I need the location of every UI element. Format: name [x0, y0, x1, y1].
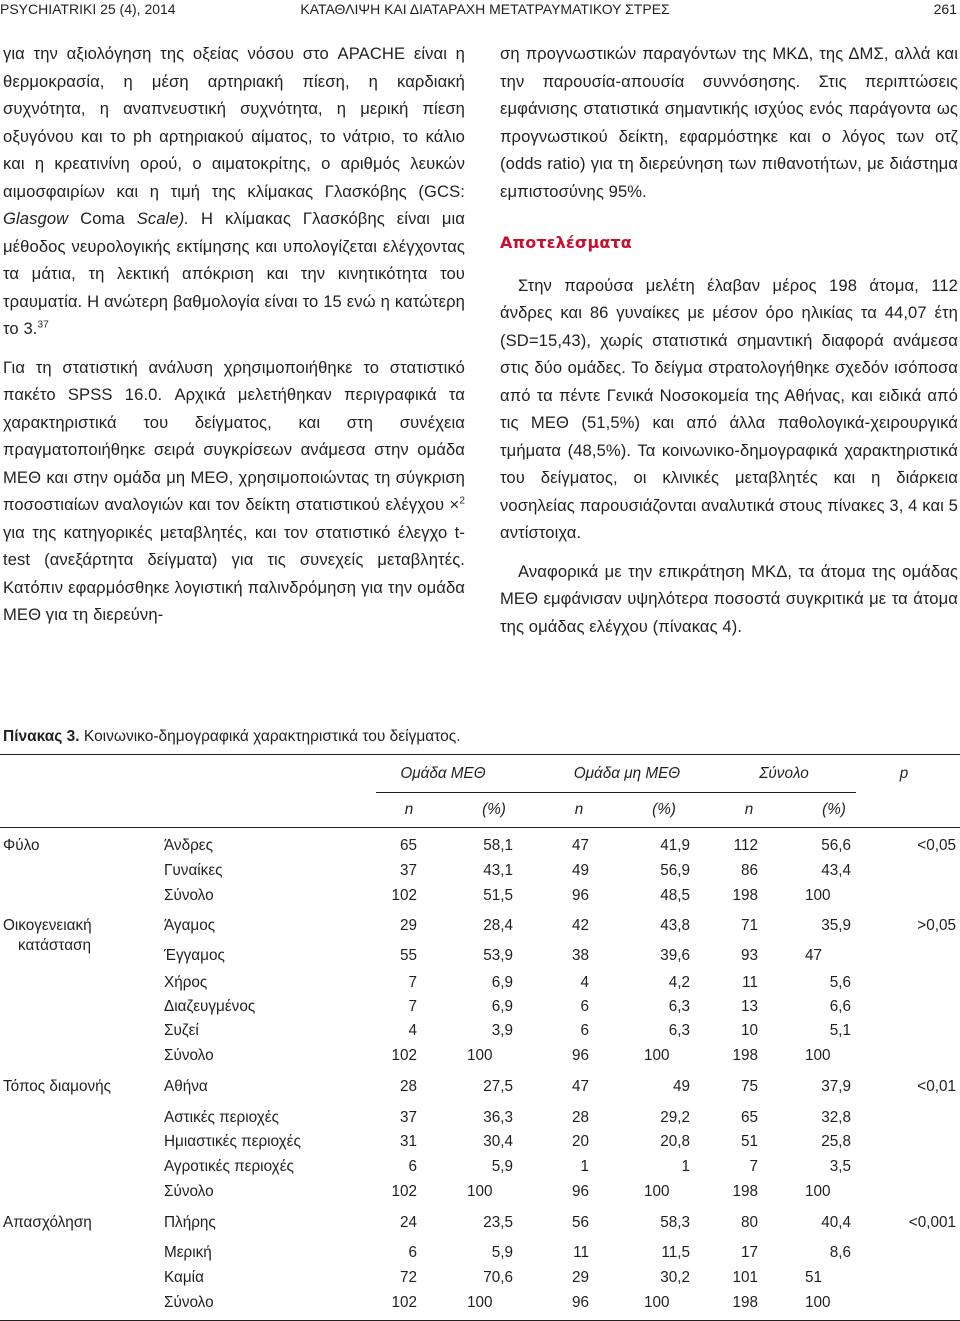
table-cell: 4,2 — [668, 974, 690, 991]
table-caption-text: Κοινωνικο-δημογραφικά χαρακτηριστικά του δείγματος. — [79, 728, 461, 745]
table-cell: 100 — [644, 1294, 670, 1311]
table-cell: 100 — [467, 1183, 493, 1200]
table-cell: 6 — [580, 998, 589, 1015]
table-cell: 198 — [732, 1183, 758, 1200]
methods-paragraph-3: ση προγνωστικών παραγόντων της ΜΚΔ, της ΔΜΣ, αλλά και την παρουσία-απουσία συννόσησης. Στις περιπτώσεις εμφάνισης στατιστικά σημαντικής ισχύος ενός παράγοντα ως προγνωστικού δείκτη, εφαρμόστηκε και ο λόγος των οτζ (odds ratio) για τη διερεύνηση των πιθανοτήτων, με διάστημα εμπιστοσύνης 95%. — [500, 44, 958, 201]
row-category: Σύνολο — [164, 1183, 214, 1200]
table-cell: 71 — [740, 917, 758, 934]
table-top-rule — [0, 754, 960, 755]
table-cell: 37 — [399, 862, 417, 879]
table-cell: 102 — [391, 1183, 417, 1200]
row-category: Χήρος — [164, 974, 208, 991]
row-category: Μερική — [164, 1244, 212, 1261]
table-cell: 6 — [580, 1022, 589, 1039]
citation-reference: 37 — [37, 319, 49, 331]
row-category: Διαζευγμένος — [164, 998, 256, 1015]
table-caption — [3, 728, 461, 746]
table-cell: 93 — [740, 947, 758, 964]
table-cell: 53,9 — [483, 947, 513, 964]
p-value: <0,05 — [917, 837, 956, 854]
table-cell: 7 — [408, 998, 417, 1015]
table-cell: 11,5 — [661, 1244, 690, 1261]
table-cell: 65 — [740, 1109, 758, 1126]
table-cell: 5,9 — [491, 1158, 513, 1175]
p-value: >0,05 — [917, 917, 956, 934]
table-cell: 96 — [571, 1183, 589, 1200]
table-cell: 37,9 — [821, 1078, 851, 1095]
table-cell: 48,5 — [660, 887, 690, 904]
group-header: Σύνολο — [759, 765, 809, 782]
table-cell: 47 — [805, 947, 823, 964]
row-category: Πλήρης — [164, 1214, 216, 1231]
table-cell: 28,4 — [483, 917, 513, 934]
row-category: Άγαμος — [164, 917, 216, 934]
row-category: Έγγαμος — [164, 947, 225, 964]
table-cell: 6,9 — [491, 974, 513, 991]
table-cell: 1 — [681, 1158, 690, 1175]
table-cell: 100 — [644, 1047, 670, 1064]
table-cell: 100 — [805, 1047, 831, 1064]
table-cell: 6 — [408, 1244, 417, 1261]
row-category: Γυναίκες — [164, 862, 223, 879]
row-category: Αγροτικές περιοχές — [164, 1158, 294, 1175]
table-cell: 43,8 — [660, 917, 690, 934]
table-cell: 72 — [399, 1269, 417, 1286]
table-cell: 5,1 — [829, 1022, 851, 1039]
table-cell: 36,3 — [483, 1109, 513, 1126]
table-cell: 8,6 — [829, 1244, 851, 1261]
table-cell: 7 — [408, 974, 417, 991]
table-cell: 29,2 — [660, 1109, 690, 1126]
table-cell: 56,6 — [821, 837, 851, 854]
table-cell: 56,9 — [660, 862, 690, 879]
row-variable: Οικογενειακή — [3, 917, 92, 934]
table-cell: 102 — [391, 887, 417, 904]
table-cell: 58,3 — [660, 1214, 690, 1231]
table-cell: 29 — [399, 917, 417, 934]
results-paragraph-2: Αναφορικά με την επικράτηση ΜΚΔ, τα άτομα της ομάδας ΜΕΘ εμφάνισαν υψηλότερα ποσοστά συγκριτικά με τα άτομα της ομάδας ελέγχου (πίνακας 4). — [500, 561, 958, 636]
right-text-column — [500, 40, 958, 640]
table-cell: 29 — [571, 1269, 589, 1286]
table-cell: 6,9 — [491, 998, 513, 1015]
table-cell: 4 — [580, 974, 589, 991]
sub-header: (%) — [652, 801, 676, 818]
table-cell: 17 — [740, 1244, 758, 1261]
group-header: p — [899, 765, 909, 782]
running-title: ΚΑΤΑΘΛΙΨΗ ΚΑΙ ΔΙΑΤΑΡΑΧΗ ΜΕΤΑΤΡΑΥΜΑΤΙΚΟΥ ΣΤΡΕΣ — [300, 1, 670, 17]
table-cell: 42 — [571, 917, 589, 934]
table-cell: 38 — [571, 947, 589, 964]
table-cell: 100 — [644, 1183, 670, 1200]
row-category: Σύνολο — [164, 887, 214, 904]
chi-symbol: × — [449, 495, 460, 514]
row-category: Συζεί — [164, 1022, 199, 1039]
table-cell: 75 — [740, 1078, 758, 1095]
table-cell: 28 — [571, 1109, 589, 1126]
table-cell: 100 — [805, 1183, 831, 1200]
row-variable: Απασχόληση — [3, 1214, 92, 1231]
table-cell: 47 — [571, 837, 589, 854]
sub-header: (%) — [482, 801, 506, 818]
table-cell: 41,9 — [660, 837, 690, 854]
table-cell: 6,3 — [668, 998, 690, 1015]
table-cell: 30,2 — [660, 1269, 690, 1286]
table-cell: 31 — [399, 1133, 417, 1150]
table-cell: 56 — [571, 1214, 589, 1231]
table-cell: 6,6 — [829, 998, 851, 1015]
table-cell: 102 — [391, 1294, 417, 1311]
row-category: Καμία — [164, 1269, 204, 1286]
sub-header: (%) — [822, 801, 846, 818]
table-cell: 65 — [399, 837, 417, 854]
table-cell: 100 — [805, 1294, 831, 1311]
table-cell: 96 — [571, 887, 589, 904]
table-group-rule — [376, 792, 856, 793]
table-cell: 11 — [573, 1244, 589, 1261]
table-cell: 49 — [672, 1078, 690, 1095]
table-cell: 96 — [571, 1294, 589, 1311]
table-cell: 7 — [749, 1158, 758, 1175]
group-header: Ομάδα μη ΜΕΘ — [573, 765, 681, 782]
table-cell: 3,5 — [829, 1158, 851, 1175]
table-cell: 6,3 — [668, 1022, 690, 1039]
p-value: <0,001 — [908, 1214, 956, 1231]
table-cell: 100 — [467, 1294, 493, 1311]
table-cell: 27,5 — [483, 1078, 513, 1095]
table-cell: 1 — [580, 1158, 589, 1175]
table-cell: 96 — [571, 1047, 589, 1064]
row-variable: Τόπος διαμονής — [3, 1078, 112, 1095]
table-cell: 198 — [732, 1047, 758, 1064]
table-cell: 20,8 — [660, 1133, 690, 1150]
methods-paragraph-1: για την αξιολόγηση της οξείας νόσου στο APACHE είναι η θερμοκρασία, η μέση αρτηριακή πίεση, η καρδιακή συχνότητα, η αναπνευστική συχνότητα, η μερική πίεση οξυγόνου και το ph αρτηριακού αίματος, το νάτριο, το κάλιο και η κρεατινίνη ορού, ο αιματοκρίτης, ο αριθμός λευκών αιμοσφαιρίων και η τιμή της κλίμακας Γλασκόβης (GCS: Glasgow Coma Scale). Η κλίμακας Γλασκόβης είναι μια μέθοδος νευρολογικής εκτίμησης και υπολογίζεται ελέγχοντας τα μάτια, τη λεκτική απόκριση και την κινητικότητα του τραυματία. Η ανώτερη βαθμολογία είναι το 15 ενώ η κατώτερη το 3.37 — [3, 44, 465, 338]
table-cell: 70,6 — [483, 1269, 513, 1286]
table-cell: 32,8 — [821, 1109, 851, 1126]
table-cell: 5,6 — [829, 974, 851, 991]
row-category: Αστικές περιοχές — [164, 1109, 279, 1126]
table-cell: 43,1 — [483, 862, 513, 879]
table-cell: 10 — [740, 1022, 758, 1039]
table-cell: 58,1 — [483, 837, 513, 854]
page-number: 261 — [933, 1, 957, 17]
methods-paragraph-2: Για τη στατιστική ανάλυση χρησιμοποιήθηκε το στατιστικό πακέτο SPSS 16.0. Αρχικά μελετήθηκαν περιγραφικά τα χαρακτηριστικά του δείγματος, και στη συνέχεια πραγματοποιήθηκε σειρά συγκρίσεων ανάμεσα στην ομάδα ΜΕΘ και στην ομάδα μη ΜΕΘ, χρησιμοποιώντας τη σύγκριση ποσοστιαίων αναλογιών και τον δείκτη στατιστικού ελέγχου ×$^2$ για της κατηγορικές μεταβλητές, και τον στατιστικό έλεγχο t-test (ανεξάρτητα δείγματα) για τις συνεχείς μεταβλητές. Κατόπιν εφαρμόσθηκε λογιστική παλινδρόμηση για την ομάδα ΜΕΘ για τη διερεύνη- — [3, 357, 465, 624]
row-category: Άνδρες — [164, 837, 213, 854]
table-cell: 20 — [571, 1133, 589, 1150]
row-variable: Φύλο — [3, 837, 40, 854]
row-category: Σύνολο — [164, 1294, 214, 1311]
table-cell: 112 — [733, 837, 758, 854]
table-cell: 11 — [742, 974, 758, 991]
sub-header: n — [404, 801, 414, 818]
table-cell: 6 — [408, 1158, 417, 1175]
sub-header: n — [574, 801, 584, 818]
table-cell: 40,4 — [821, 1214, 851, 1231]
table-cell: 24 — [399, 1214, 417, 1231]
table-cell: 100 — [467, 1047, 493, 1064]
table-cell: 80 — [740, 1214, 758, 1231]
table-cell: 25,8 — [821, 1133, 851, 1150]
row-variable: κατάσταση — [18, 937, 92, 954]
table-cell: 4 — [408, 1022, 417, 1039]
table-header-rule — [0, 827, 960, 828]
table-cell: 43,4 — [821, 862, 851, 879]
table-cell: 47 — [571, 1078, 589, 1095]
sub-header: n — [744, 801, 754, 818]
table-cell: 100 — [805, 887, 831, 904]
row-category: Σύνολο — [164, 1047, 214, 1064]
left-text-column — [3, 40, 465, 629]
table-cell: 35,9 — [821, 917, 851, 934]
table-cell: 5,9 — [491, 1244, 513, 1261]
table-cell: 198 — [732, 887, 758, 904]
table-cell: 37 — [399, 1109, 417, 1126]
table-cell: 13 — [740, 998, 758, 1015]
table-cell: 198 — [732, 1294, 758, 1311]
table-cell: 51 — [805, 1269, 823, 1286]
group-header: Ομάδα ΜΕΘ — [400, 765, 486, 782]
table-cell: 49 — [571, 862, 589, 879]
table-cell: 3,9 — [491, 1022, 513, 1039]
results-heading: Αποτελέσματα — [500, 233, 632, 252]
row-category: Ημιαστικές περιοχές — [164, 1133, 301, 1150]
table-cell: 101 — [732, 1269, 758, 1286]
table-caption-label: Πίνακας 3. — [3, 728, 80, 745]
p-value: <0,01 — [917, 1078, 956, 1095]
table-cell: 51 — [740, 1133, 758, 1150]
table-cell: 30,4 — [483, 1133, 513, 1150]
results-paragraph-1: Στην παρούσα μελέτη έλαβαν μέρος 198 άτομα, 112 άνδρες και 86 γυναίκες με μέσον όρο ηλικίας τα 44,07 έτη (SD=15,43), χωρίς στατιστικά σημαντική διαφορά ανάμεσα στις δύο ομάδες. Το δείγμα στρατολογήθηκε σχεδόν ισόποσα από τα πέντε Γενικά Νοσοκομεία της Αθήνας, και ειδικά από τις ΜΕΘ (51,5%) και από άλλα παθολογικά-χειρουργικά τμήματα (48,5%). Τα κοινωνικο-δημογραφικά χαρακτηριστικά του δείγματος, οι κλινικές μεταβλητές και η διάρκεια νοσηλείας παρουσιάζονται αναλυτικά στους πίνακες 3, 4 και 5 αντίστοιχα. — [500, 275, 958, 542]
table-cell: 39,6 — [660, 947, 690, 964]
table-cell: 55 — [399, 947, 417, 964]
row-category: Αθήνα — [164, 1078, 208, 1095]
table-cell: 51,5 — [483, 887, 513, 904]
table-cell: 102 — [391, 1047, 417, 1064]
table-cell: 23,5 — [483, 1214, 513, 1231]
journal-name: PSYCHIATRIKI 25 (4), 2014 — [0, 1, 176, 17]
table-cell: 28 — [399, 1078, 417, 1095]
table-cell: 86 — [740, 862, 758, 879]
